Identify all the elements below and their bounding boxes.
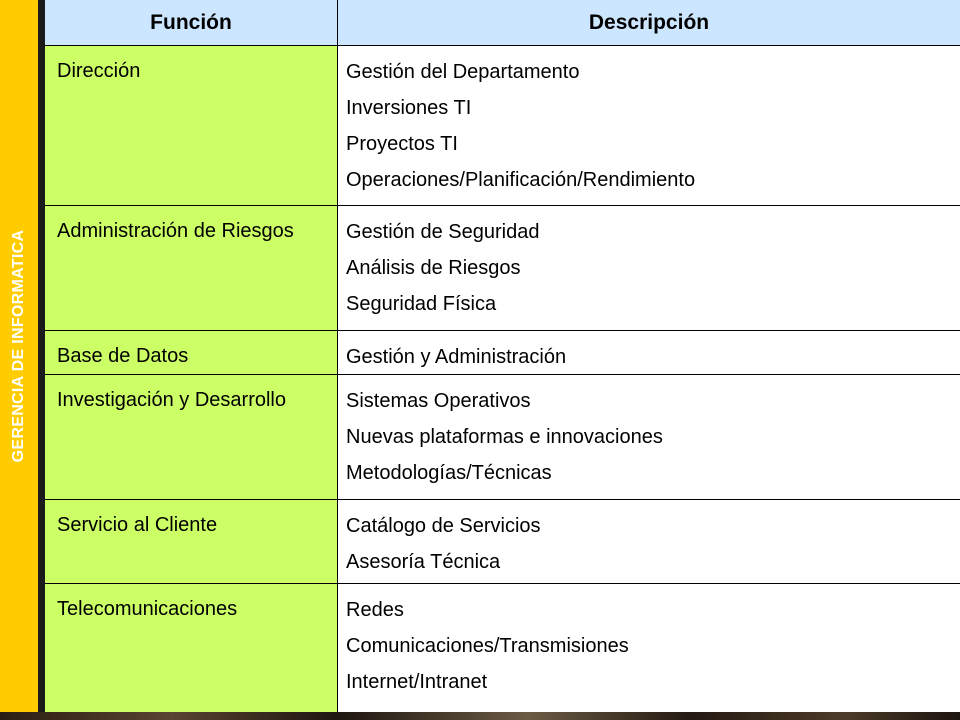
header-description: Descripción	[338, 0, 960, 46]
function-cell-investigacion: Investigación y Desarrollo	[45, 375, 338, 500]
description-cell-riesgos	[338, 206, 960, 331]
description-line: Operaciones/Planificación/Rendimiento	[346, 169, 696, 191]
side-label: GERENCIA DE INFORMATICA	[10, 229, 27, 463]
function-cell-servicio: Servicio al Cliente	[45, 500, 338, 584]
description-cell-servicio	[338, 500, 960, 584]
background-photo-strip	[0, 712, 960, 720]
description-cell-investigacion	[338, 375, 960, 500]
function-cell-base-datos: Base de Datos	[45, 331, 338, 375]
description-line: Internet/Intranet	[346, 671, 488, 693]
description-cell-base-datos	[338, 331, 960, 375]
header-function: Función	[45, 0, 338, 46]
description-line: Proyectos TI	[346, 133, 458, 155]
description-line: Sistemas Operativos	[346, 390, 531, 412]
function-cell-riesgos: Administración de Riesgos	[45, 206, 338, 331]
side-band	[0, 0, 38, 712]
divider-line	[38, 0, 45, 712]
description-line: Nuevas plataformas e innovaciones	[346, 426, 663, 448]
description-cell-direccion	[338, 46, 960, 206]
description-line: Redes	[346, 599, 404, 621]
description-line: Comunicaciones/Transmisiones	[346, 635, 629, 657]
description-line: Análisis de Riesgos	[346, 257, 521, 279]
function-cell-direccion: Dirección	[45, 46, 338, 206]
description-line: Seguridad Física	[346, 293, 497, 315]
description-line: Gestión y Administración	[346, 346, 567, 368]
functions-table	[45, 0, 960, 712]
description-line: Inversiones TI	[346, 97, 472, 119]
description-line: Metodologías/Técnicas	[346, 462, 552, 484]
description-line: Asesoría Técnica	[346, 551, 501, 573]
description-line: Catálogo de Servicios	[346, 515, 541, 537]
description-cell-telecom	[338, 584, 960, 712]
description-line: Gestión del Departamento	[346, 61, 580, 83]
function-cell-telecom: Telecomunicaciones	[45, 584, 338, 712]
description-line: Gestión de Seguridad	[346, 221, 540, 243]
